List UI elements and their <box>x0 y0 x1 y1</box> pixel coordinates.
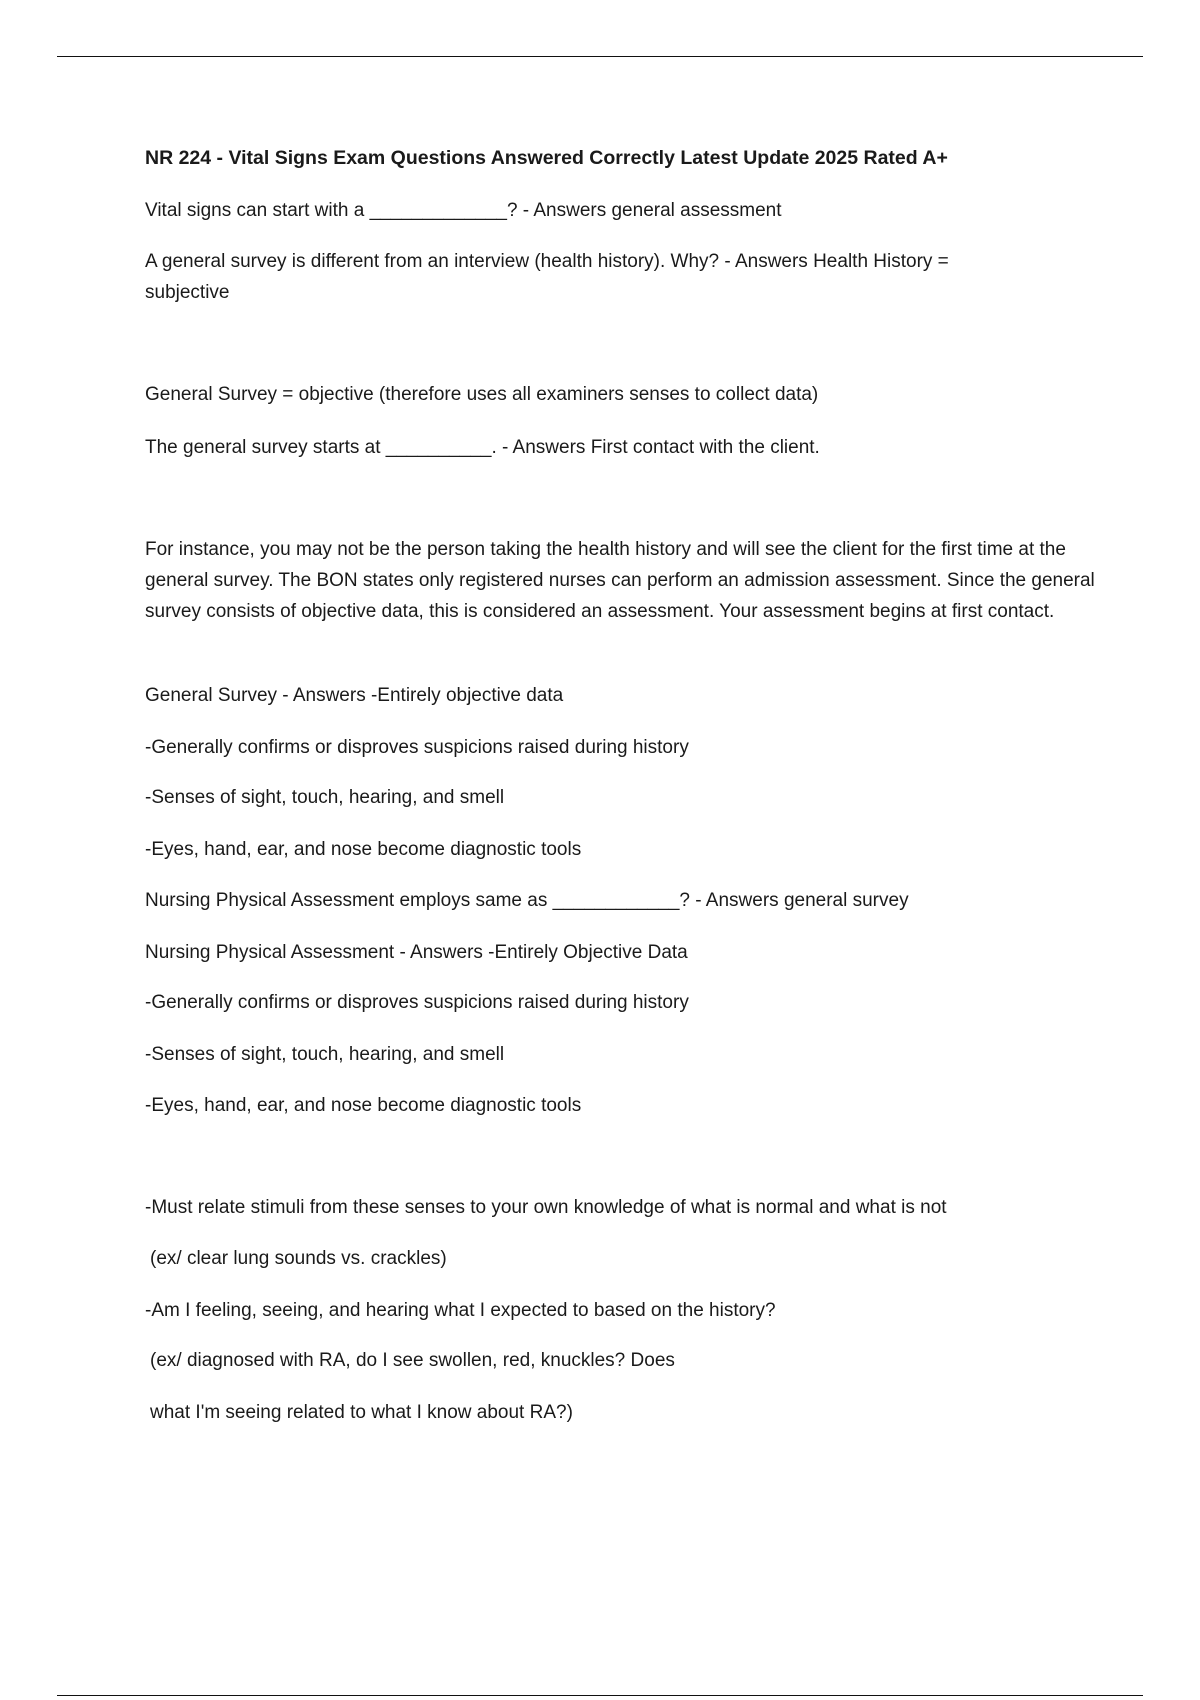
bullet-confirms-suspicions-2: -Generally confirms or disproves suspicions raised during history <box>145 992 689 1013</box>
general-survey-objective: General Survey = objective (therefore uses all examiners senses to collect data) <box>145 384 819 405</box>
bullet-relate-stimuli: -Must relate stimuli from these senses to your own knowledge of what is normal and what is not <box>145 1197 947 1218</box>
qa-general-survey-vs-interview: A general survey is different from an interview (health history). Why? - Answers Health History = subjective <box>145 251 949 303</box>
qa-vital-signs-start: Vital signs can start with a _____________? - Answers general assessment <box>145 200 782 221</box>
qa-general-survey: General Survey - Answers -Entirely objective data <box>145 685 564 706</box>
qa-nursing-physical-assessment: Nursing Physical Assessment - Answers -Entirely Objective Data <box>145 942 688 963</box>
bullet-senses-2: -Senses of sight, touch, hearing, and smell <box>145 1044 505 1065</box>
example-lung-sounds: (ex/ clear lung sounds vs. crackles) <box>150 1248 447 1269</box>
first-contact-explanation: For instance, you may not be the person taking the health history and will see the client for the first time at the general survey. The BON states only registered nurses can perform an admission assessment. Since the general survey consists of objective data, this is considered an assessment. Your assessment begins at first contact. <box>145 539 1095 622</box>
example-ra-line-1: (ex/ diagnosed with RA, do I see swollen, red, knuckles? Does <box>150 1350 675 1371</box>
top-rule <box>57 56 1143 57</box>
bullet-diagnostic-tools: -Eyes, hand, ear, and nose become diagnostic tools <box>145 839 582 860</box>
document-title: NR 224 - Vital Signs Exam Questions Answered Correctly Latest Update 2025 Rated A+ <box>145 147 948 169</box>
bullet-expected-findings: -Am I feeling, seeing, and hearing what I expected to based on the history? <box>145 1300 776 1321</box>
bullet-diagnostic-tools-2: -Eyes, hand, ear, and nose become diagnostic tools <box>145 1095 582 1116</box>
bullet-confirms-suspicions: -Generally confirms or disproves suspicions raised during history <box>145 737 689 758</box>
bottom-rule <box>57 1695 1143 1696</box>
bullet-senses: -Senses of sight, touch, hearing, and smell <box>145 787 505 808</box>
example-ra-line-2: what I'm seeing related to what I know about RA?) <box>150 1402 573 1423</box>
qa-nursing-assessment-same-as: Nursing Physical Assessment employs same as ____________? - Answers general survey <box>145 890 909 911</box>
qa-general-survey-starts: The general survey starts at __________. - Answers First contact with the client. <box>145 437 820 458</box>
